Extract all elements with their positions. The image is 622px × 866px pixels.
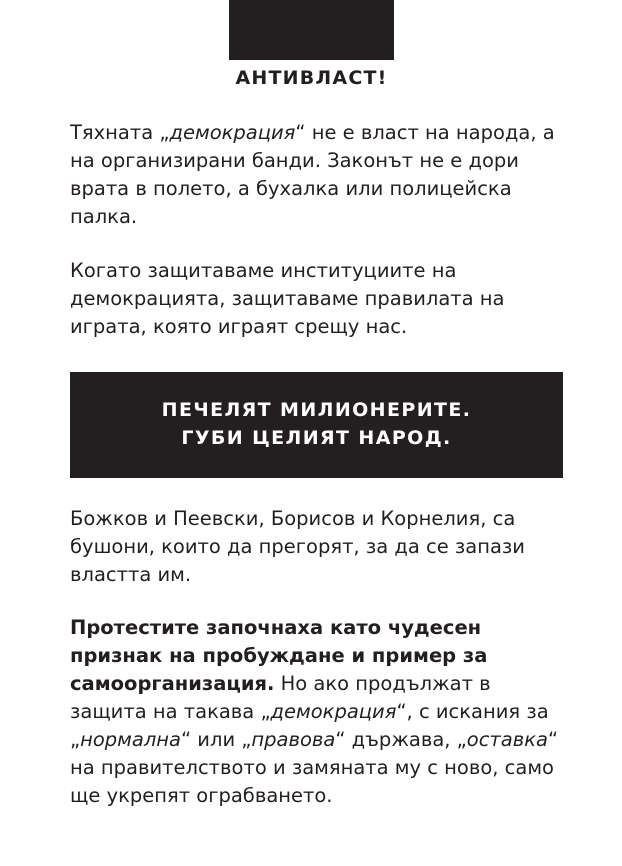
slogan-banner	[70, 372, 563, 478]
emphasis-resignation: оставка	[466, 728, 548, 751]
paragraph-text: Тяхната „	[70, 121, 170, 144]
slogan-line-2: ГУБИ ЦЕЛИЯТ НАРОД.	[181, 427, 452, 449]
paragraph-text: “ или „	[181, 728, 252, 751]
emphasis-lawful: правова	[251, 728, 336, 751]
paragraph-text: Но ако продължат в защита на такава „	[70, 672, 491, 723]
paragraph-text: “ на правителството и замяната му с ново, само ще укрепят ограбването.	[70, 728, 559, 807]
paragraph-fuses: Божков и Пеевски, Борисов и Корнелия, са бушони, които да прегорят, за да се запази властта им.	[70, 507, 525, 586]
paragraph-text: “, с искания за „	[70, 700, 549, 751]
paragraph-institutions: Когато защитаваме институциите на демокрацията, защитаваме правилата на играта, която играят срещу нас.	[70, 259, 505, 338]
paragraph-democracy	[70, 119, 570, 231]
emphasis-democracy: демокрация	[270, 700, 397, 723]
header-black-block	[229, 0, 394, 60]
bold-lead: Протестите започнаха като чудесен признак на пробуждане и пример за самоорганизация.	[70, 616, 488, 695]
paragraph-protests	[70, 614, 570, 810]
emphasis-democracy: демокрация	[169, 121, 296, 144]
page-title: АНТИВЛАСТ!	[235, 67, 388, 89]
paragraph-text: “ не е власт на народа, а на организирани банди. Законът не е дори врата в полето, а бухалка или полицейска палка.	[70, 121, 555, 228]
slogan-line-1: ПЕЧЕЛЯТ МИЛИОНЕРИТЕ.	[161, 399, 472, 421]
emphasis-normal: нормална	[80, 728, 181, 751]
paragraph-text: “ държава, „	[335, 728, 467, 751]
